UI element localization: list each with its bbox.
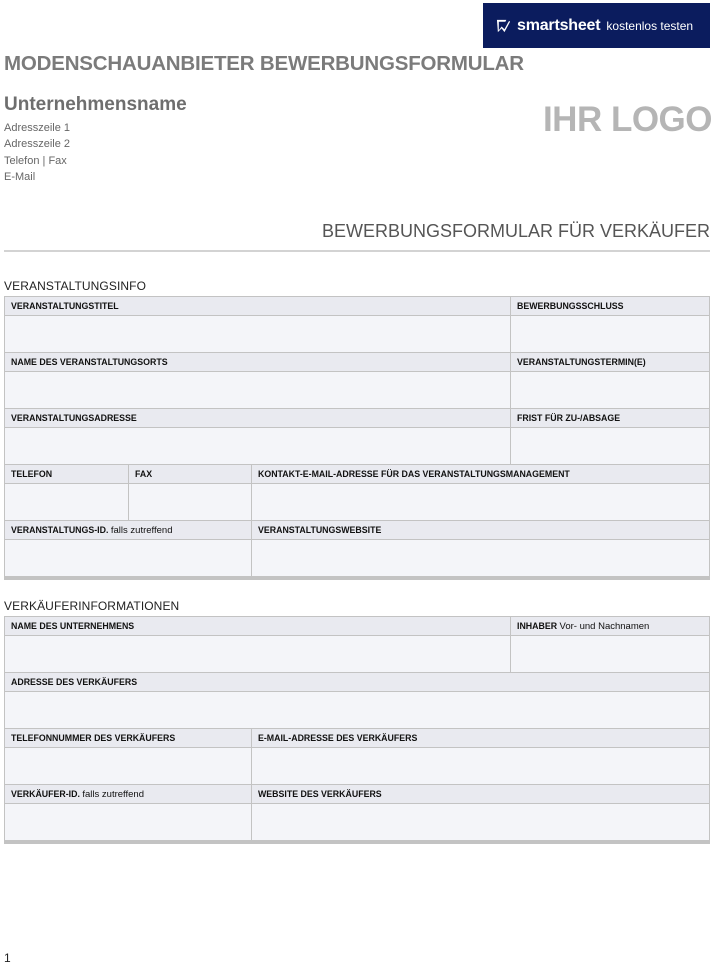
vendor-address-input[interactable] xyxy=(5,692,710,729)
event-dates-label: VERANSTALTUNGSTERMIN(E) xyxy=(511,353,710,372)
event-title-input[interactable] xyxy=(5,316,511,353)
event-info-table xyxy=(4,296,710,580)
event-address-input[interactable] xyxy=(5,428,511,465)
event-website-label: VERANSTALTUNGSWEBSITE xyxy=(252,521,710,540)
company-name-input[interactable] xyxy=(5,636,511,673)
contact-email-input[interactable] xyxy=(252,484,710,521)
page-title: MODENSCHAUANBIETER BEWERBUNGSFORMULAR xyxy=(4,52,524,75)
free-trial-link[interactable]: kostenlos testen xyxy=(606,18,694,33)
venue-name-label: NAME DES VERANSTALTUNGSORTS xyxy=(5,353,511,372)
vendor-section-title: VERKÄUFERINFORMATIONEN xyxy=(4,599,180,613)
vendor-phone-label: TELEFONNUMMER DES VERKÄUFERS xyxy=(5,729,252,748)
owner-label: INHABER Vor- und Nachnamen xyxy=(511,617,710,636)
company-name-label: NAME DES UNTERNEHMENS xyxy=(5,617,511,636)
address-line-2: Adresszeile 2 xyxy=(4,138,71,150)
vendor-email-input[interactable] xyxy=(252,748,710,785)
phone-input[interactable] xyxy=(5,484,129,521)
vendor-phone-input[interactable] xyxy=(5,748,252,785)
header-divider xyxy=(4,250,710,252)
cancel-deadline-input[interactable] xyxy=(511,428,710,465)
cancel-deadline-label: FRIST FÜR ZU-/ABSAGE xyxy=(511,409,710,428)
deadline-input[interactable] xyxy=(511,316,710,353)
deadline-label: BEWERBUNGSSCHLUSS xyxy=(511,297,710,316)
vendor-website-input[interactable] xyxy=(252,804,710,841)
vendor-email-label: E-MAIL-ADRESSE DES VERKÄUFERS xyxy=(252,729,710,748)
event-address-label: VERANSTALTUNGSADRESSE xyxy=(5,409,511,428)
fax-input[interactable] xyxy=(129,484,252,521)
fax-label: FAX xyxy=(129,465,252,484)
owner-input[interactable] xyxy=(511,636,710,673)
event-id-input[interactable] xyxy=(5,540,252,577)
logo-placeholder: IHR LOGO xyxy=(542,100,712,139)
event-id-label: VERANSTALTUNGS-ID. falls zutreffend xyxy=(5,521,252,540)
event-section-title: VERANSTALTUNGSINFO xyxy=(4,279,147,293)
address-line-1: Adresszeile 1 xyxy=(4,122,71,134)
vendor-address-label: ADRESSE DES VERKÄUFERS xyxy=(5,673,710,692)
event-title-label: VERANSTALTUNGSTITEL xyxy=(5,297,511,316)
email-line: E-Mail xyxy=(4,171,36,183)
event-dates-input[interactable] xyxy=(511,372,710,409)
vendor-id-input[interactable] xyxy=(5,804,252,841)
form-title: BEWERBUNGSFORMULAR FÜR VERKÄUFER xyxy=(321,221,710,241)
event-website-input[interactable] xyxy=(252,540,710,577)
smartsheet-banner[interactable] xyxy=(483,3,710,48)
vendor-info-table xyxy=(4,616,710,844)
phone-label: TELEFON xyxy=(5,465,129,484)
vendor-website-label: WEBSITE DES VERKÄUFERS xyxy=(252,785,710,804)
vendor-id-label: VERKÄUFER-ID. falls zutreffend xyxy=(5,785,252,804)
brand-name: smartsheet xyxy=(517,16,601,34)
contact-email-label: KONTAKT-E-MAIL-ADRESSE FÜR DAS VERANSTALTUNGSMANAGEMENT xyxy=(252,465,710,484)
company-name: Unternehmensname xyxy=(4,94,187,115)
page-number: 1 xyxy=(4,951,11,965)
phone-fax-line: Telefon | Fax xyxy=(4,155,67,167)
smartsheet-check-icon xyxy=(496,18,511,33)
venue-name-input[interactable] xyxy=(5,372,511,409)
